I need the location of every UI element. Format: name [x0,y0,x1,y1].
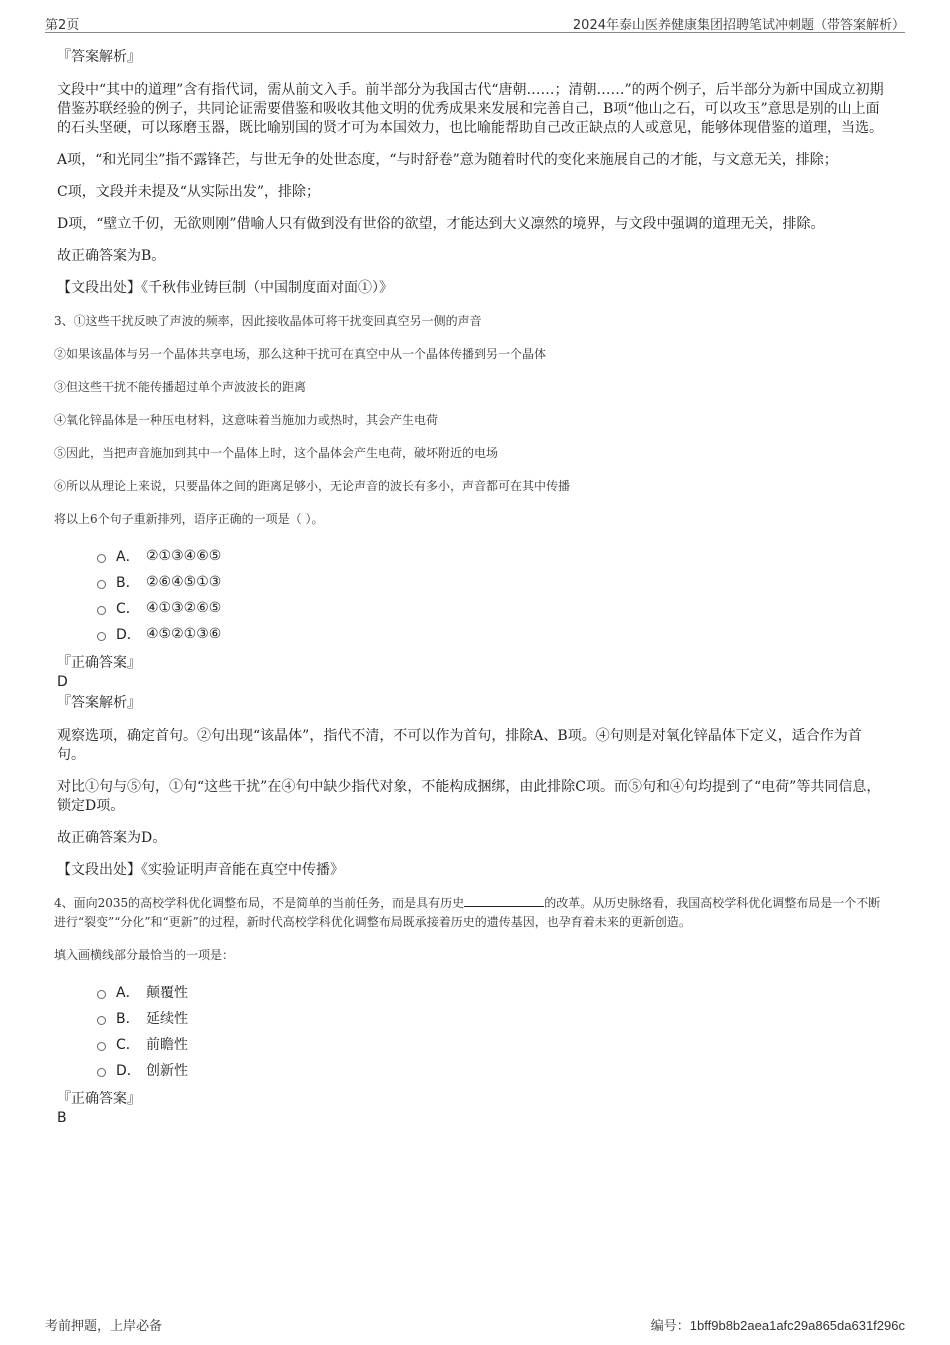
analysis-conclusion: 故正确答案为B。 [57,248,166,264]
footer-slogan: 考前押题，上岸必备 [45,1319,163,1334]
question-text-after: 的改革。从历史脉络看，我国高校学科优化调整布局是一个不断进行“裂变”“分化”和“更新”的过程，新时代高校学科优化调整布局既承接着历史的遗传基因，也孕育着未来的更新创造。 [54,896,881,929]
document-code [651,1315,905,1334]
option-b[interactable] [97,1005,887,1031]
option-text: 前瞻性 [146,1037,188,1053]
correct-answer: D [57,674,68,690]
analysis-conclusion: 故正确答案为D。 [57,830,167,846]
option-letter: A． [116,985,140,1001]
option-letter: C． [116,1037,140,1053]
sentence-2: ②如果该晶体与另一个晶体共享电场，那么这种干扰可在真空中从一个晶体传播到另一个晶体 [54,347,547,361]
option-letter: C． [116,601,140,617]
sentence-6: ⑥所以从理论上来说，只要晶体之间的距离足够小，无论声音的波长有多小，声音都可在其中传播 [54,479,571,493]
option-letter: D． [116,1063,141,1079]
radio-icon[interactable] [97,1042,106,1051]
analysis-paragraph: 对比①句与⑤句，①句“这些干扰”在④句中缺少指代对象，不能构成捆绑，由此排除C项。而⑤句和④句均提到了“电荷”等共同信息，锁定D项。 [57,779,881,814]
option-text: 创新性 [146,1063,188,1079]
passage-source: 【文段出处】《千秋伟业铸巨制（中国制度面对面①）》 [57,280,393,296]
sentence-1: 3、①这些干扰反映了声波的频率，因此接收晶体可将干扰变回真空另一侧的声音 [54,314,482,328]
option-d[interactable] [97,621,887,647]
option-letter: B． [116,1011,140,1027]
page-number: 第2页 [45,18,80,33]
option-d[interactable] [97,1057,887,1083]
radio-icon[interactable] [97,580,106,589]
analysis-paragraph: A项，“和光同尘”指不露锋芒，与世无争的处世态度，“与时舒卷”意为随着时代的变化来施展自己的才能，与文意无关，排除； [57,152,838,168]
option-text: ②①③④⑥⑤ [146,548,222,564]
sentence-5: ⑤因此，当把声音施加到其中一个晶体上时，这个晶体会产生电荷，破坏附近的电场 [54,446,499,460]
question-4 [54,894,887,965]
question-text [54,894,887,932]
analysis-paragraph: 文段中“其中的道理”含有指代词，需从前文入手。前半部分为我国古代“唐朝……；清朝……”的两个例子，后半部分为新中国成立初期借鉴苏联经验的例子，共同论证需要借鉴和吸收其他文明的优秀成果来发展和完善自己，B项“他山之石，可以攻玉”意思是别的山上面的石头坚硬，可以琢磨玉器，既比喻别国的贤才可为本国效力，也比喻能帮助自己改正缺点的人或意见，能够体现借鉴的道理，当选。 [57,82,884,136]
option-text: ②⑥④⑤①③ [146,574,222,590]
option-b[interactable] [97,569,887,595]
question-text-before: 4、面向2035的高校学科优化调整布局，不是简单的当前任务，而是具有历史 [54,896,465,910]
passage-source: 【文段出处】《实验证明声音能在真空中传播》 [57,862,344,878]
analysis-paragraph: 观察选项，确定首句。②句出现“该晶体”，指代不清，不可以作为首句，排除A、B项。④句则是对氧化锌晶体下定义，适合作为首句。 [57,728,862,763]
radio-icon[interactable] [97,990,106,999]
question-prompt: 将以上6个句子重新排列，语序正确的一项是（ ）。 [54,512,324,526]
question-3 [54,312,887,529]
radio-icon[interactable] [97,1068,106,1077]
page-footer [45,1310,905,1332]
q3-options [97,543,887,647]
radio-icon[interactable] [97,1016,106,1025]
correct-answer-label: 『正确答案』 [57,655,141,671]
sentence-4: ④氧化锌晶体是一种压电材料，这意味着当施加力或热时，其会产生电荷 [54,413,439,427]
page-content [54,45,887,1127]
code-value: 1bff9b8b2aea1afc29a865da631f296c [689,1318,905,1333]
option-letter: D． [116,627,141,643]
page-header [45,12,905,33]
option-text: 颠覆性 [146,985,188,1001]
option-text: ④⑤②①③⑥ [146,626,222,642]
option-text: 延续性 [146,1011,188,1027]
document-title: 2024年泰山医养健康集团招聘笔试冲刺题（带答案解析） [572,18,905,33]
analysis-label: 『答案解析』 [57,49,141,65]
sentence-3: ③但这些干扰不能传播超过单个声波波长的距离 [54,380,307,394]
option-text: ④①③②⑥⑤ [146,600,222,616]
question-prompt: 填入画横线部分最恰当的一项是： [54,948,235,962]
radio-icon[interactable] [97,606,106,615]
correct-answer-label: 『正确答案』 [57,1091,141,1107]
correct-answer: B [57,1110,67,1126]
code-label: 编号： [650,1319,690,1334]
analysis-paragraph: C项，文段并未提及“从实际出发”，排除； [57,184,321,200]
analysis-paragraph: D项，“壁立千仞，无欲则刚”借喻人只有做到没有世俗的欲望，才能达到大义凛然的境界，与文段中强调的道理无关，排除。 [57,216,825,232]
option-letter: B． [116,575,140,591]
option-c[interactable] [97,595,887,621]
option-a[interactable] [97,979,887,1005]
option-a[interactable] [97,543,887,569]
option-c[interactable] [97,1031,887,1057]
option-letter: A． [116,549,140,565]
analysis-label: 『答案解析』 [57,695,141,711]
radio-icon[interactable] [97,554,106,563]
radio-icon[interactable] [97,632,106,641]
fill-blank [464,894,544,907]
q4-options [97,979,887,1083]
